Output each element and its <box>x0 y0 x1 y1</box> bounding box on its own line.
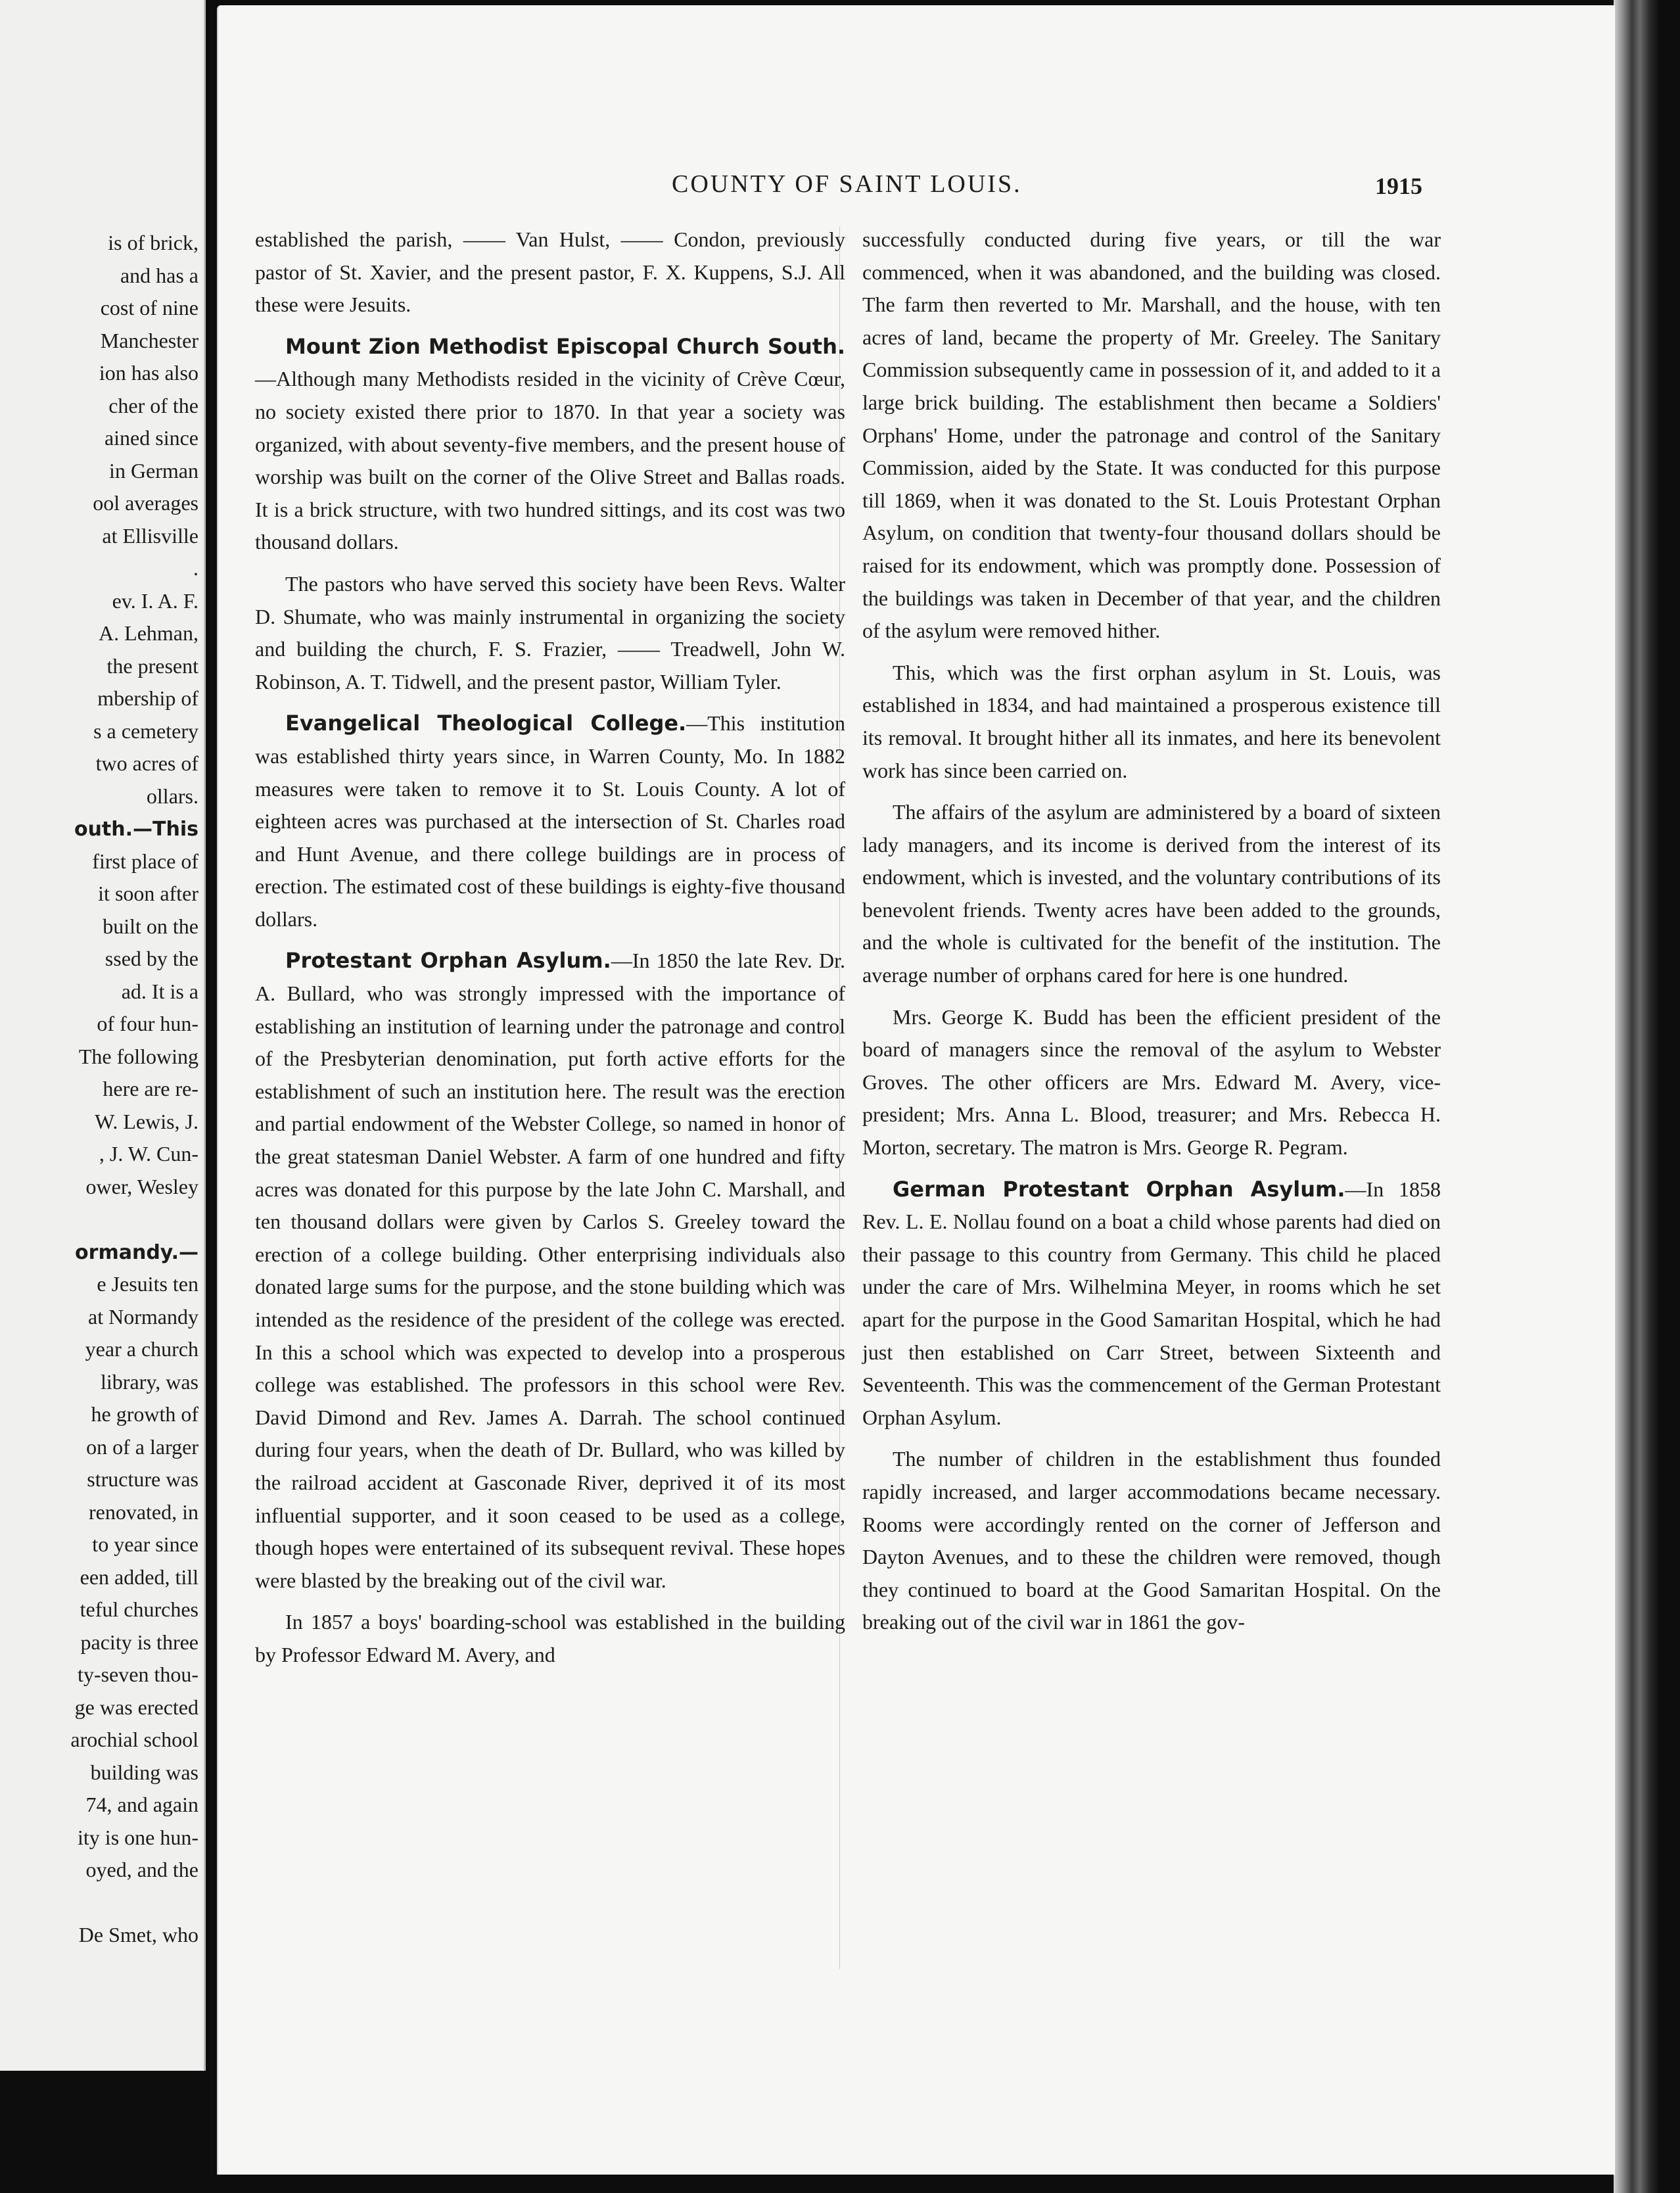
facing-page-line: of four hun- <box>97 1012 198 1035</box>
facing-page-line: library, was <box>101 1369 198 1394</box>
facing-page-line: arochial school <box>70 1728 198 1751</box>
facing-page-line: it soon after <box>98 882 198 905</box>
section-body: —In 1858 Rev. L. E. Nollau found on a boat a child whose parents had died on their passage to this country from Germany. This child he placed under the care of Mrs. Wilhelmina Meyer, in rooms which he set apart for the purpose in the Good Samaritan Hospital, which he had just then established on Carr Street, between Sixteenth and Seventeenth. This was the commencement of the German Protestant Orphan Asylum. <box>862 1177 1441 1429</box>
facing-page-line: ev. I. A. F. <box>112 588 198 613</box>
section-body: —Although many Methodists resided in the vicinity of Crève Cœur, no society existed there prior to 1870. In that year a society was organized, with about seventy-five members, and the present house of worship was built on the corner of the Olive Street and Ballas roads. It is a brick structure, with two hundred sittings, and its cost was two thousand dollars. <box>255 367 845 554</box>
facing-page-line: mbership of <box>97 686 198 710</box>
paragraph: Mrs. George K. Budd has been the efficient president of the board of managers since the removal of the asylum to Webster Groves. The other officers are Mrs. Edward M. Avery, vice-president; Mrs. Anna L. Blood, treasurer; and Mrs. Rebecca H. Morton, secretary. The matron is Mrs. George R. Pegram. <box>862 1004 1441 1160</box>
facing-page-line <box>1 1236 198 1269</box>
section-evangelical-college <box>255 707 845 935</box>
section-heading: Evangelical Theological College. <box>285 711 687 736</box>
facing-page-line: ge was erected <box>74 1695 198 1719</box>
facing-page-line: ollars. <box>146 784 198 808</box>
facing-page-line: first place of <box>92 849 198 873</box>
facing-page-line: structure was <box>87 1467 198 1491</box>
facing-page-line: and has a <box>120 263 198 287</box>
facing-page-line: , J. W. Cun- <box>99 1142 198 1166</box>
facing-page-line: cost of nine <box>100 296 198 319</box>
section-body: —This institution was established thirty years since, in Warren County, Mo. In 1882 measures were taken to remove it to St. Louis County. A lot of eighteen acres was purchased at the intersection of St. Charles road and Hunt Avenue, and there college buildings are in process of erection. The estimated cost of these buildings is eighty-five thousand dollars. <box>255 711 845 931</box>
facing-page-line: pacity is three <box>80 1630 198 1654</box>
facing-page-line: the present <box>106 653 198 678</box>
section-heading: German Protestant Orphan Asylum. <box>893 1176 1345 1202</box>
facing-page-line: building was <box>90 1760 198 1784</box>
facing-page-line-bold: ormandy.— <box>75 1240 198 1264</box>
facing-page-line: to year since <box>92 1532 198 1556</box>
facing-page-text <box>1 227 198 1952</box>
facing-page-line: . <box>193 556 198 580</box>
facing-page-line: at Normandy <box>88 1304 198 1329</box>
facing-page-line: ty-seven thou- <box>78 1662 198 1686</box>
facing-page-line <box>1 813 198 845</box>
facing-page-line: e Jesuits ten <box>97 1272 198 1296</box>
facing-page-line: ained since <box>104 426 198 450</box>
section-heading: Mount Zion Methodist Episcopal Church South. <box>285 333 845 359</box>
facing-page-line: teful churches <box>80 1597 198 1621</box>
facing-page-fragment <box>0 0 206 2071</box>
facing-page-line: two acres of <box>95 751 198 775</box>
section-heading: Protestant Orphan Asylum. <box>285 948 611 974</box>
facing-page-line-bold: outh.—This <box>74 818 198 841</box>
section-german-orphan-asylum <box>862 1173 1441 1434</box>
paragraph: successfully conducted during five years, or till the war commenced, when it was abandoned, and the building was closed. The farm then reverted to Mr. Marshall, and the house, with ten acres of land, became the property of Mr. Greeley. The Sanitary Commission subsequently came in possession of it, and added to it a large brick building. The establishment then became a Soldiers' Orphans' Home, under the patronage and control of the Sanitary Commission, aided by the State. It was conducted for this purpose till 1869, when it was donated to the St. Louis Protestant Orphan Asylum, on condition that twenty-four thousand dollars should be raised for its endowment, which was promptly done. Possession of the buildings was taken in December of that year, and the children of the asylum were removed hither. <box>862 227 1441 643</box>
facing-page-line: ity is one hun- <box>78 1825 198 1849</box>
facing-page-line <box>1 1203 198 1236</box>
facing-page-line: is of brick, <box>108 231 198 254</box>
facing-page-line: W. Lewis, J. <box>95 1109 198 1133</box>
paragraph: established the parish, —— Van Hulst, —— Condon, previously pastor of St. Xavier, and the present pastor, F. X. Kuppens, S.J. All these were Jesuits. <box>255 227 845 317</box>
facing-page-line: The following <box>78 1044 198 1068</box>
paragraph: The number of children in the establishment thus founded rapidly increased, and larger accommodations became necessary. Rooms were accordingly rented on the corner of Jefferson and Dayton Avenues, and to these the children were removed, though they continued to board at the Good Samaritan Hospital. On the breaking out of the civil war in 1861 the gov- <box>862 1447 1441 1634</box>
facing-page-line: ion has also <box>99 361 198 385</box>
paragraph: The pastors who have served this society have been Revs. Walter D. Shumate, who was mainly instrumental in organizing the society and building the church, F. S. Frazier, —— Treadwell, John W. Robinson, A. T. Tidwell, and the present pastor, William Tyler. <box>255 571 845 694</box>
column-right <box>862 224 1441 1648</box>
facing-page-line: oyed, and the <box>85 1858 198 1881</box>
paragraph: In 1857 a boys' boarding-school was established in the building by Professor Edward M. Avery, and <box>255 1610 845 1666</box>
facing-page-line: A. Lehman, <box>99 621 198 645</box>
facing-page-line: ad. It is a <box>121 979 198 1003</box>
facing-page-line: year a church <box>85 1337 198 1361</box>
facing-page-line: s a cemetery <box>93 719 198 743</box>
facing-page-line: Manchester <box>100 328 198 352</box>
section-protestant-orphan-asylum <box>255 945 845 1597</box>
paragraph: This, which was the first orphan asylum in St. Louis, was established in 1834, and had maintained a prosperous existence till its removal. It brought hither all its inmates, and here its benevolent work has since been carried on. <box>862 660 1441 782</box>
facing-page-line: cher of the <box>108 393 198 417</box>
facing-page-line: ssed by the <box>105 947 198 970</box>
book-spine <box>1614 0 1680 2193</box>
column-left <box>255 224 845 1681</box>
section-body: —In 1850 the late Rev. Dr. A. Bullard, who was strongly impressed with the importance of establishing an institution of learning under the patronage and control of the Presbyterian denomination, put forth active efforts for the establishment of such an institution here. The result was the erection and partial endowment of the Webster College, so named in honor of the great statesman Daniel Webster. A farm of one hundred and fifty acres was donated for this purpose by the late John C. Marshall, and ten thousand dollars were given by Carlos S. Greeley toward the erection of a college building. Other enterprising individuals also donated large sums for the purpose, and the stone building which was intended as the residence of the president of the college was erected. In this a school which was expected to develop into a prosperous college was established. The professors in this school were Rev. David Dimond and Rev. James A. Darrah. The school continued during four years, when the death of Dr. Bullard, who was killed by the railroad accident at Gasconade River, deprived it of its most influential supporter, and it soon ceased to be used as a college, though hopes were entertained of its subsequent revival. These hopes were blasted by the breaking out of the civil war. <box>255 949 846 1592</box>
facing-page-line: at Ellisville <box>102 523 198 548</box>
facing-page-line: ower, Wesley <box>85 1174 198 1198</box>
facing-page-line: he growth of <box>91 1402 198 1426</box>
facing-page-line: 74, and again <box>85 1793 198 1816</box>
facing-page-line <box>1 1887 198 1920</box>
facing-page-line: De Smet, who <box>78 1923 198 1946</box>
facing-page-line: ool averages <box>93 491 198 515</box>
facing-page-line: een added, till <box>80 1565 198 1589</box>
running-header: COUNTY OF SAINT LOUIS. <box>672 170 1022 198</box>
facing-page-line: renovated, in <box>88 1499 198 1524</box>
section-mount-zion <box>255 331 845 559</box>
facing-page-line: built on the <box>103 914 198 938</box>
facing-page-line: here are re- <box>103 1077 198 1100</box>
paragraph: The affairs of the asylum are administered by a board of sixteen lady managers, and its income is derived from the interest of its endowment, which is invested, and the voluntary contributions of its benevolent friends. Twenty acres have been added to the grounds, and the whole is cultivated for the benefit of the institution. The average number of orphans cared for here is one hundred. <box>862 800 1441 987</box>
page-number: 1915 <box>1375 173 1422 199</box>
facing-page-line: on of a larger <box>86 1434 198 1459</box>
facing-page-line: in German <box>109 458 198 483</box>
